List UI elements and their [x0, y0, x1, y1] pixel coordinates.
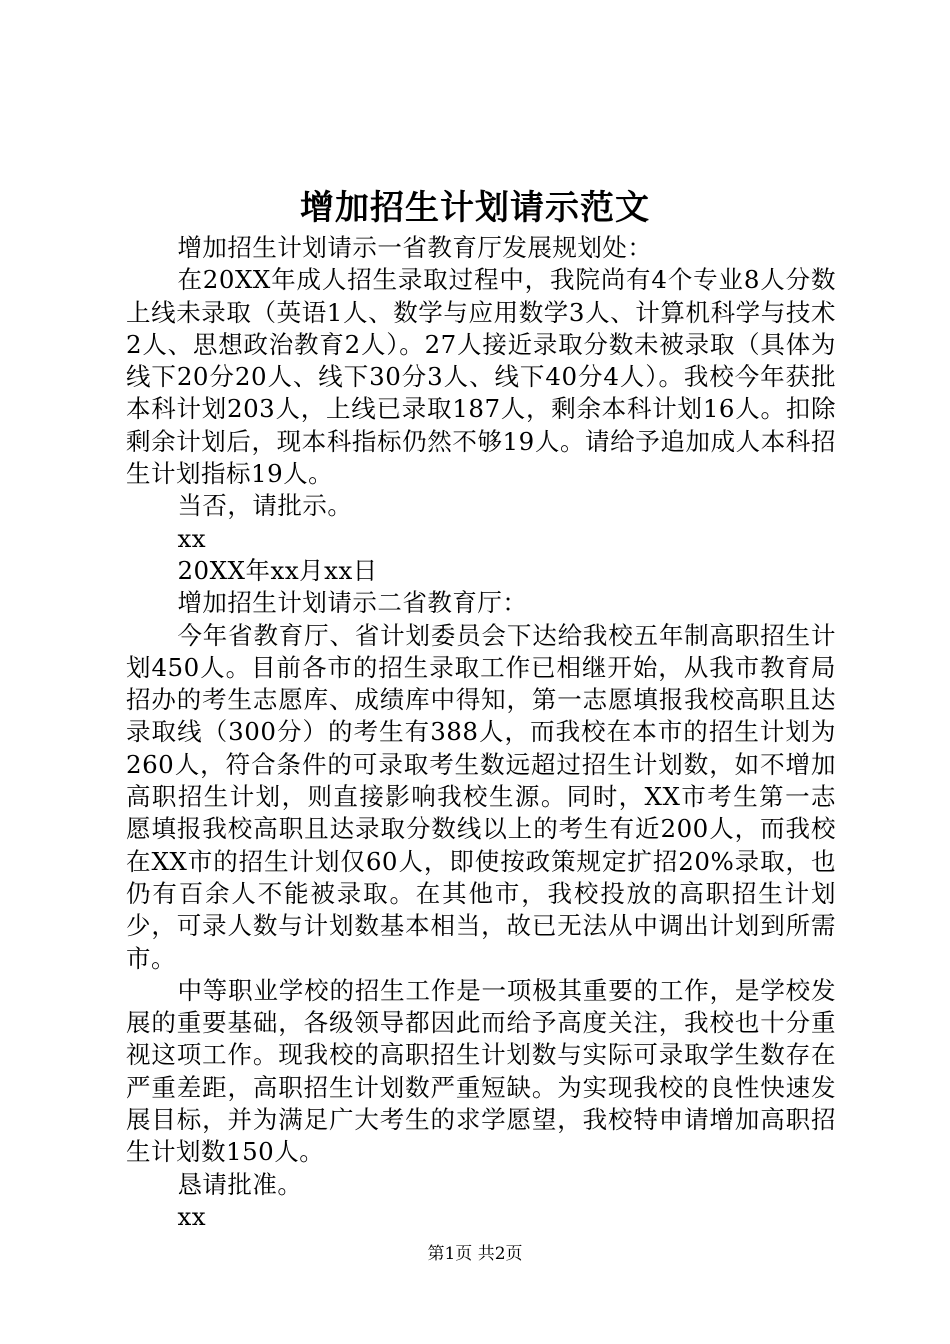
paragraph-salutation-2: 增加招生计划请示二省教育厅：	[177, 588, 528, 618]
paragraph-signature-1: xx	[177, 523, 207, 553]
page-number-footer: 第1页 共2页	[427, 1244, 523, 1264]
paragraph-signature-2: xx	[177, 1201, 207, 1231]
paragraph-body-2: 今年省教育厅、省计划委员会下达给我校五年制高职招生计划450人。目前各市的招生录取工作已相继开始，从我市教育局招办的考生志愿库、成绩库中得知，第一志愿填报我校高职且达录取线（300分）的考生有388人，而我校在本市的招生计划为260人，符合条件的可录取考生数远超过招生计划数，如不增加高职招生计划，则直接影响我校生源。同时，XX市考生第一志愿填报我校高职且达录取分数线以上的考生有近200人，而我校在XX市的招生计划仅60人，即使按政策规定扩招20%录取，也仍有百余人不能被录取。在其他市，我校投放的高职招生计划少，可录人数与计划数基本相当，故已无法从中调出计划到所需市。	[126, 620, 836, 973]
paragraph-closing-1: 当否，请批示。	[177, 491, 353, 521]
paragraph-body-1: 在20XX年成人招生录取过程中，我院尚有4个专业8人分数上线未录取（英语1人、数学与应用数学3人、计算机科学与技术2人、思想政治教育2人）。27人接近录取分数未被录取（具体为线下20分20人、线下30分3人、线下40分4人）。我校今年获批本科计划203人，上线已录取187人，剩余本科计划16人。扣除剩余计划后，现本科指标仍然不够19人。请给予追加成人本科招生计划指标19人。	[126, 265, 836, 489]
document-title: 增加招生计划请示范文	[300, 188, 650, 228]
paragraph-closing-2: 恳请批准。	[177, 1169, 303, 1199]
paragraph-salutation-1: 增加招生计划请示一省教育厅发展规划处：	[177, 233, 653, 262]
document-body	[126, 232, 836, 1233]
paragraph-body-3: 中等职业学校的招生工作是一项极其重要的工作，是学校发展的重要基础，各级领导都因此而给予高度关注，我校也十分重视这项工作。现我校的高职招生计划数与实际可录取学生数存在严重差距，高职招生计划数严重短缺。为实现我校的良性快速发展目标，并为满足广大考生的求学愿望，我校特申请增加高职招生计划数150人。	[126, 975, 836, 1167]
paragraph-date-1: 20XX年xx月xx日	[177, 555, 378, 585]
